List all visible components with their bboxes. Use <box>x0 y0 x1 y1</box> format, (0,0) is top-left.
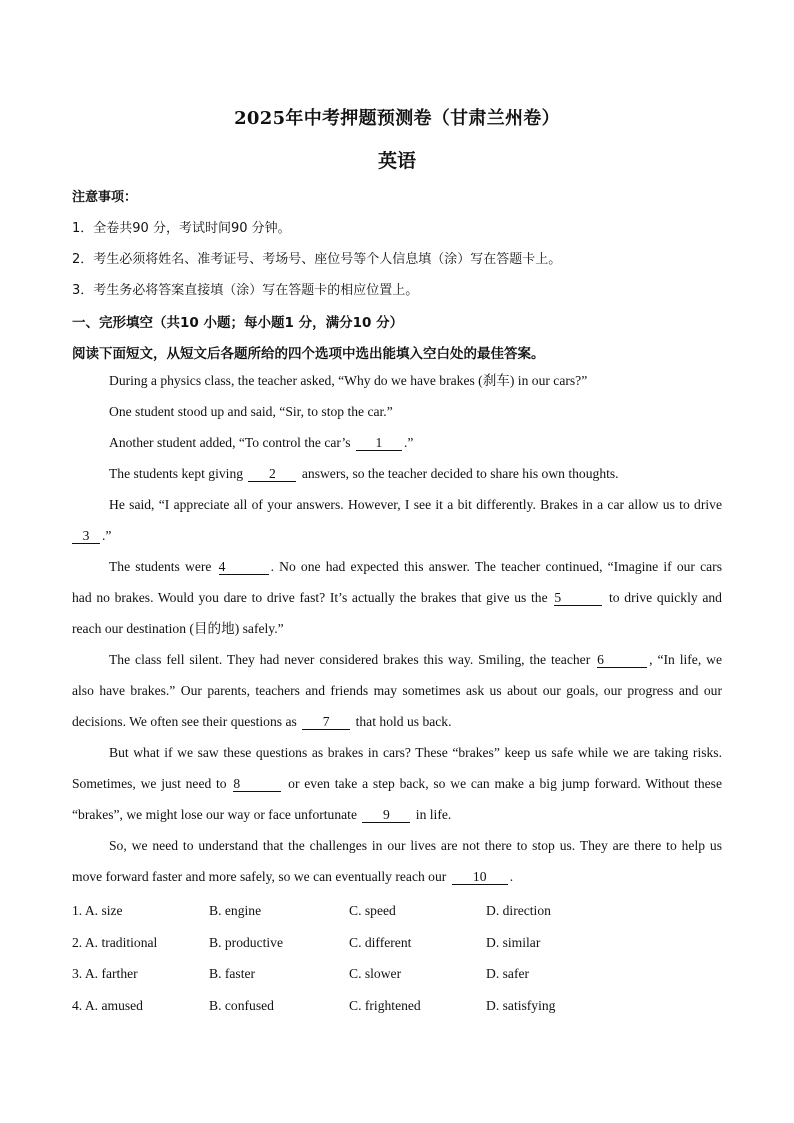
passage-line <box>72 768 722 799</box>
passage-line <box>72 799 722 830</box>
passage-text: . No one had expected this answer. The teacher continued, “Imagine if our cars <box>270 559 722 574</box>
notice-item-1: 1．全卷共90 分，考试时间90 分钟。 <box>72 221 291 236</box>
passage-text: , “In life, we <box>649 652 722 667</box>
passage-text: .” <box>403 435 414 450</box>
passage-line: One student stood up and said, “Sir, to stop the car.” <box>109 404 393 419</box>
notice-item-2: 2．考生必须将姓名、准考证号、考场号、座位号等个人信息填（涂）写在答题卡上。 <box>72 252 562 267</box>
passage-line <box>72 644 722 675</box>
passage-text: Sometimes, we just need to <box>72 776 227 791</box>
passage-text: that hold us back. <box>355 714 452 729</box>
section-instruction: 阅读下面短文，从短文后各题所给的四个选项中选出能填入空白处的最佳答案。 <box>72 346 545 362</box>
option-a: 2. A. traditional <box>72 934 158 950</box>
passage-text: Another student added, “To control the car’s <box>109 435 351 450</box>
passage-line: But what if we saw these questions as brakes in cars? These “brakes” keep us safe while we are taking risks. <box>109 745 722 760</box>
notice-heading: 注意事项： <box>72 190 138 205</box>
blank-10: 10 <box>452 870 508 885</box>
option-c: C. slower <box>349 966 402 981</box>
passage-text: . <box>509 869 514 884</box>
option-a: 1. A. size <box>72 903 123 918</box>
passage-text: The class fell silent. They had never considered brakes this way. Smiling, the teacher <box>109 652 591 667</box>
passage-text: in life. <box>415 807 452 822</box>
notice-item-3: 3．考生务必将答案直接填（涂）写在答题卡的相应位置上。 <box>72 283 419 298</box>
option-d: D. similar <box>486 934 541 950</box>
option-b: B. confused <box>209 997 274 1013</box>
blank-6: 6 <box>597 653 647 668</box>
passage-text: The students were <box>109 559 212 574</box>
blank-3: 3 <box>72 529 100 544</box>
section-heading: 一、完形填空（共10 小题；每小题1 分，满分10 分） <box>72 315 404 331</box>
passage-text: decisions. We often see their questions as <box>72 714 297 729</box>
passage-text: move forward faster and more safely, so we can eventually reach our <box>72 869 447 884</box>
passage-line <box>72 551 722 582</box>
passage-text: or even take a step back, so we can make a big jump forward. Without these <box>288 776 723 791</box>
passage-line <box>72 706 722 737</box>
passage-line <box>72 427 722 458</box>
option-c: C. speed <box>349 903 396 918</box>
passage-text: had no brakes. Would you dare to drive fast? It’s actually the brakes that give us the <box>72 590 548 605</box>
option-row <box>72 958 722 990</box>
option-b: B. productive <box>209 934 283 950</box>
passage-line <box>72 861 722 892</box>
passage-text: “brakes”, we might lose our way or face unfortunate <box>72 807 357 822</box>
passage-line: So, we need to understand that the challenges in our lives are not there to stop us. They are there to help us <box>109 838 722 853</box>
option-d: D. satisfying <box>486 997 556 1013</box>
option-row <box>72 990 722 1022</box>
option-d: D. safer <box>486 966 530 981</box>
cloze-passage <box>72 365 722 892</box>
passage-line: reach our destination (目的地) safely.” <box>72 621 284 636</box>
option-c: C. frightened <box>349 997 421 1013</box>
passage-line <box>72 582 722 613</box>
passage-line <box>72 520 722 551</box>
option-c: C. different <box>349 934 412 950</box>
blank-9: 9 <box>362 808 410 823</box>
passage-line <box>72 458 722 489</box>
option-row <box>72 895 722 927</box>
passage-text: .” <box>102 528 112 543</box>
option-b: B. engine <box>209 903 262 918</box>
blank-2: 2 <box>248 467 296 482</box>
blank-1: 1 <box>356 436 402 451</box>
subject-title: 英语 <box>377 150 416 172</box>
option-d: D. direction <box>486 903 551 918</box>
passage-line: He said, “I appreciate all of your answers. However, I see it a bit differently. Brakes in a car allow us to drive <box>109 497 722 512</box>
blank-5: 5 <box>554 591 602 606</box>
option-a: 3. A. farther <box>72 966 138 981</box>
passage-text: answers, so the teacher decided to share his own thoughts. <box>301 466 619 481</box>
option-a: 4. A. amused <box>72 997 143 1013</box>
answer-options <box>72 895 722 1021</box>
option-row <box>72 927 722 959</box>
blank-7: 7 <box>302 715 350 730</box>
exam-title: 2025年中考押题预测卷（甘肃兰州卷） <box>234 108 560 129</box>
passage-line: also have brakes.” Our parents, teachers and friends may sometimes ask us about our goals, our progress and our <box>72 683 722 698</box>
option-b: B. faster <box>209 966 256 981</box>
passage-text: The students kept giving <box>109 466 244 481</box>
blank-8: 8 <box>233 777 281 792</box>
passage-text: to drive quickly and <box>609 590 722 605</box>
blank-4: 4 <box>219 560 269 575</box>
passage-line: During a physics class, the teacher asked, “Why do we have brakes (刹车) in our cars?” <box>109 373 588 388</box>
